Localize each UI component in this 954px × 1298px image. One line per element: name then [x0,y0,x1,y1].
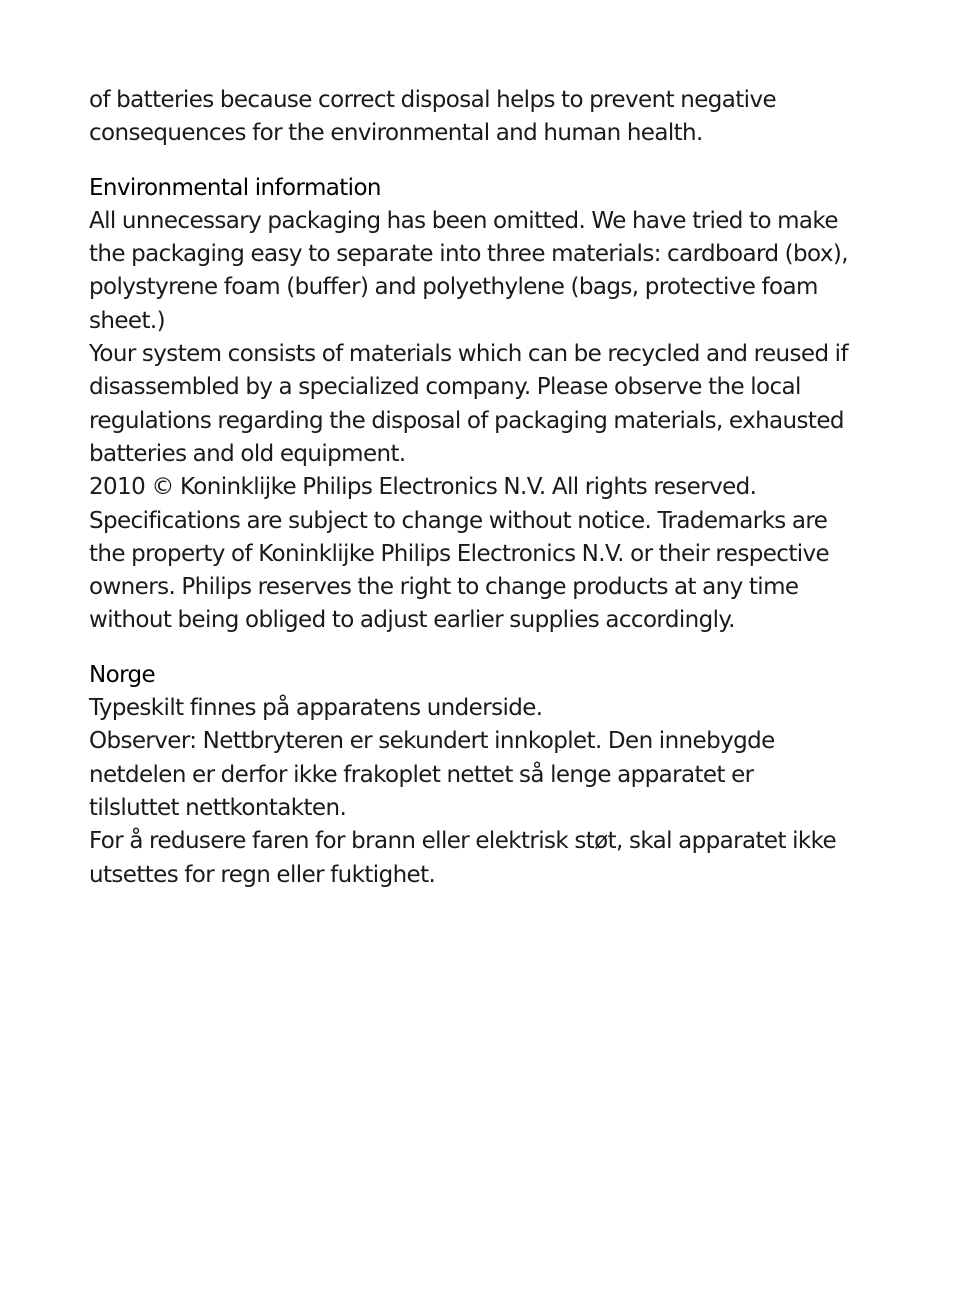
copyright-notice: 2010 © Koninklijke Philips Electronics N.V. All rights reserved. [89,474,757,501]
norge-paragraph-safety: For å redusere faren for brann eller elektrisk støt, skal apparatet ikke utsettes for regn eller fuktighet. [89,828,837,888]
trademark-notice: Specifications are subject to change without notice. Trademarks are the property of Koninklijke Philips Electronics N.V. or their respective owners. Philips reserves the right to change products at any time without being obliged to adjust earlier supplies accordingly. [89,507,830,634]
norge-heading: Norge [89,661,156,688]
environmental-heading: Environmental information [89,174,381,201]
norge-section [89,659,849,892]
environmental-section [89,172,849,638]
intro-paragraph: of batteries because correct disposal helps to prevent negative consequences for the environmental and human health. [89,87,777,147]
norge-paragraph-observer: Observer: Nettbryteren er sekundert innkoplet. Den innebygde netdelen er derfor ikke frakoplet nettet så lenge apparatet er tilsluttet nettkontakten. [89,728,775,821]
norge-paragraph-typeskilt: Typeskilt finnes på apparatens underside. [89,695,543,722]
environmental-paragraph-packaging: All unnecessary packaging has been omitted. We have tried to make the packaging easy to separate into three materials: cardboard (box), polystyrene foam (buffer) and polyethylene (bags, protective foam sheet.) [89,207,848,334]
environmental-paragraph-recycling: Your system consists of materials which can be recycled and reused if disassembled by a specialized company. Please observe the local regulations regarding the disposal of packaging materials, exhausted batteries and old equipment. [89,341,848,467]
document-page [89,84,849,892]
